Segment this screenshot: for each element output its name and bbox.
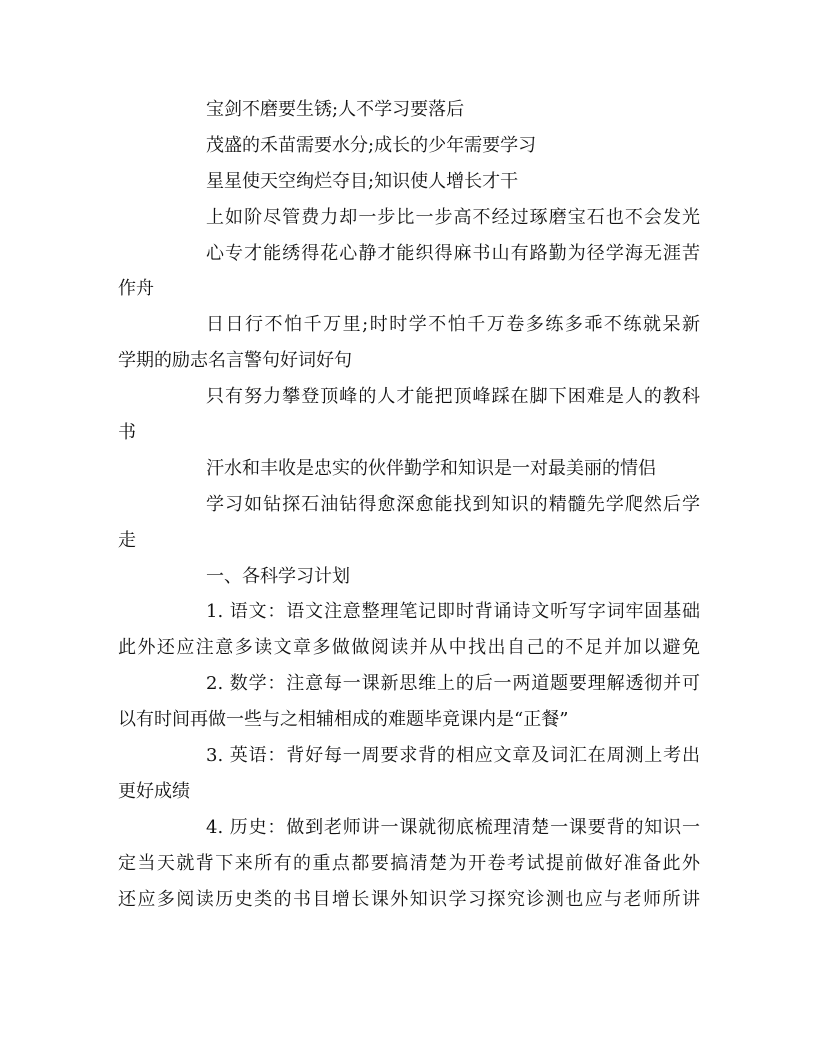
text-line: 以有时间再做一些与之相辅相成的难题毕竟课内是“正餐” <box>118 709 569 731</box>
text-line: 1. 语文：语文注意整理笔记即时背诵诗文听写字词牢固基础 <box>206 601 700 623</box>
body-text <box>118 92 700 917</box>
text-line: 茂盛的禾苗需要水分;成长的少年需要学习 <box>206 134 537 156</box>
text-line: 定当天就背下来所有的重点都要搞清楚为开卷考试提前做好准备此外 <box>118 852 700 874</box>
text-line: 更好成绩 <box>118 780 190 802</box>
text-line: 此外还应注意多读文章多做做阅读并从中找出自己的不足并加以避免 <box>118 637 700 659</box>
text-line: 4. 历史：做到老师讲一课就彻底梳理清楚一课要背的知识一 <box>206 816 700 838</box>
text-line: 汗水和丰收是忠实的伙伴勤学和知识是一对最美丽的情侣 <box>206 457 656 479</box>
text-line: 书 <box>118 422 136 444</box>
text-line: 还应多阅读历史类的书目增长课外知识学习探究诊测也应与老师所讲 <box>118 888 700 910</box>
text-line: 作舟 <box>118 278 154 300</box>
text-line: 宝剑不磨要生锈;人不学习要落后 <box>206 99 465 120</box>
text-line: 学期的励志名言警句好词好句 <box>118 350 352 372</box>
text-line: 走 <box>118 529 136 551</box>
text-line: 一、各科学习计划 <box>206 565 350 587</box>
text-line: 学习如钻探石油钻得愈深愈能找到知识的精髓先学爬然后学 <box>206 493 700 515</box>
text-line: 星星使天空绚烂夺目;知识使人增长才干 <box>206 170 519 192</box>
text-line: 只有努力攀登顶峰的人才能把顶峰踩在脚下困难是人的教科 <box>206 386 700 408</box>
text-line: 日日行不怕千万里;时时学不怕千万卷多练多乖不练就呆新 <box>206 314 700 336</box>
text-line: 心专才能绣得花心静才能织得麻书山有路勤为径学海无涯苦 <box>206 242 700 264</box>
text-line: 上如阶尽管费力却一步比一步高不经过琢磨宝石也不会发光 <box>206 206 700 228</box>
text-line: 3. 英语：背好每一周要求背的相应文章及词汇在周测上考出 <box>206 745 700 767</box>
text-line: 2. 数学：注意每一课新思维上的后一两道题要理解透彻并可 <box>206 673 700 695</box>
